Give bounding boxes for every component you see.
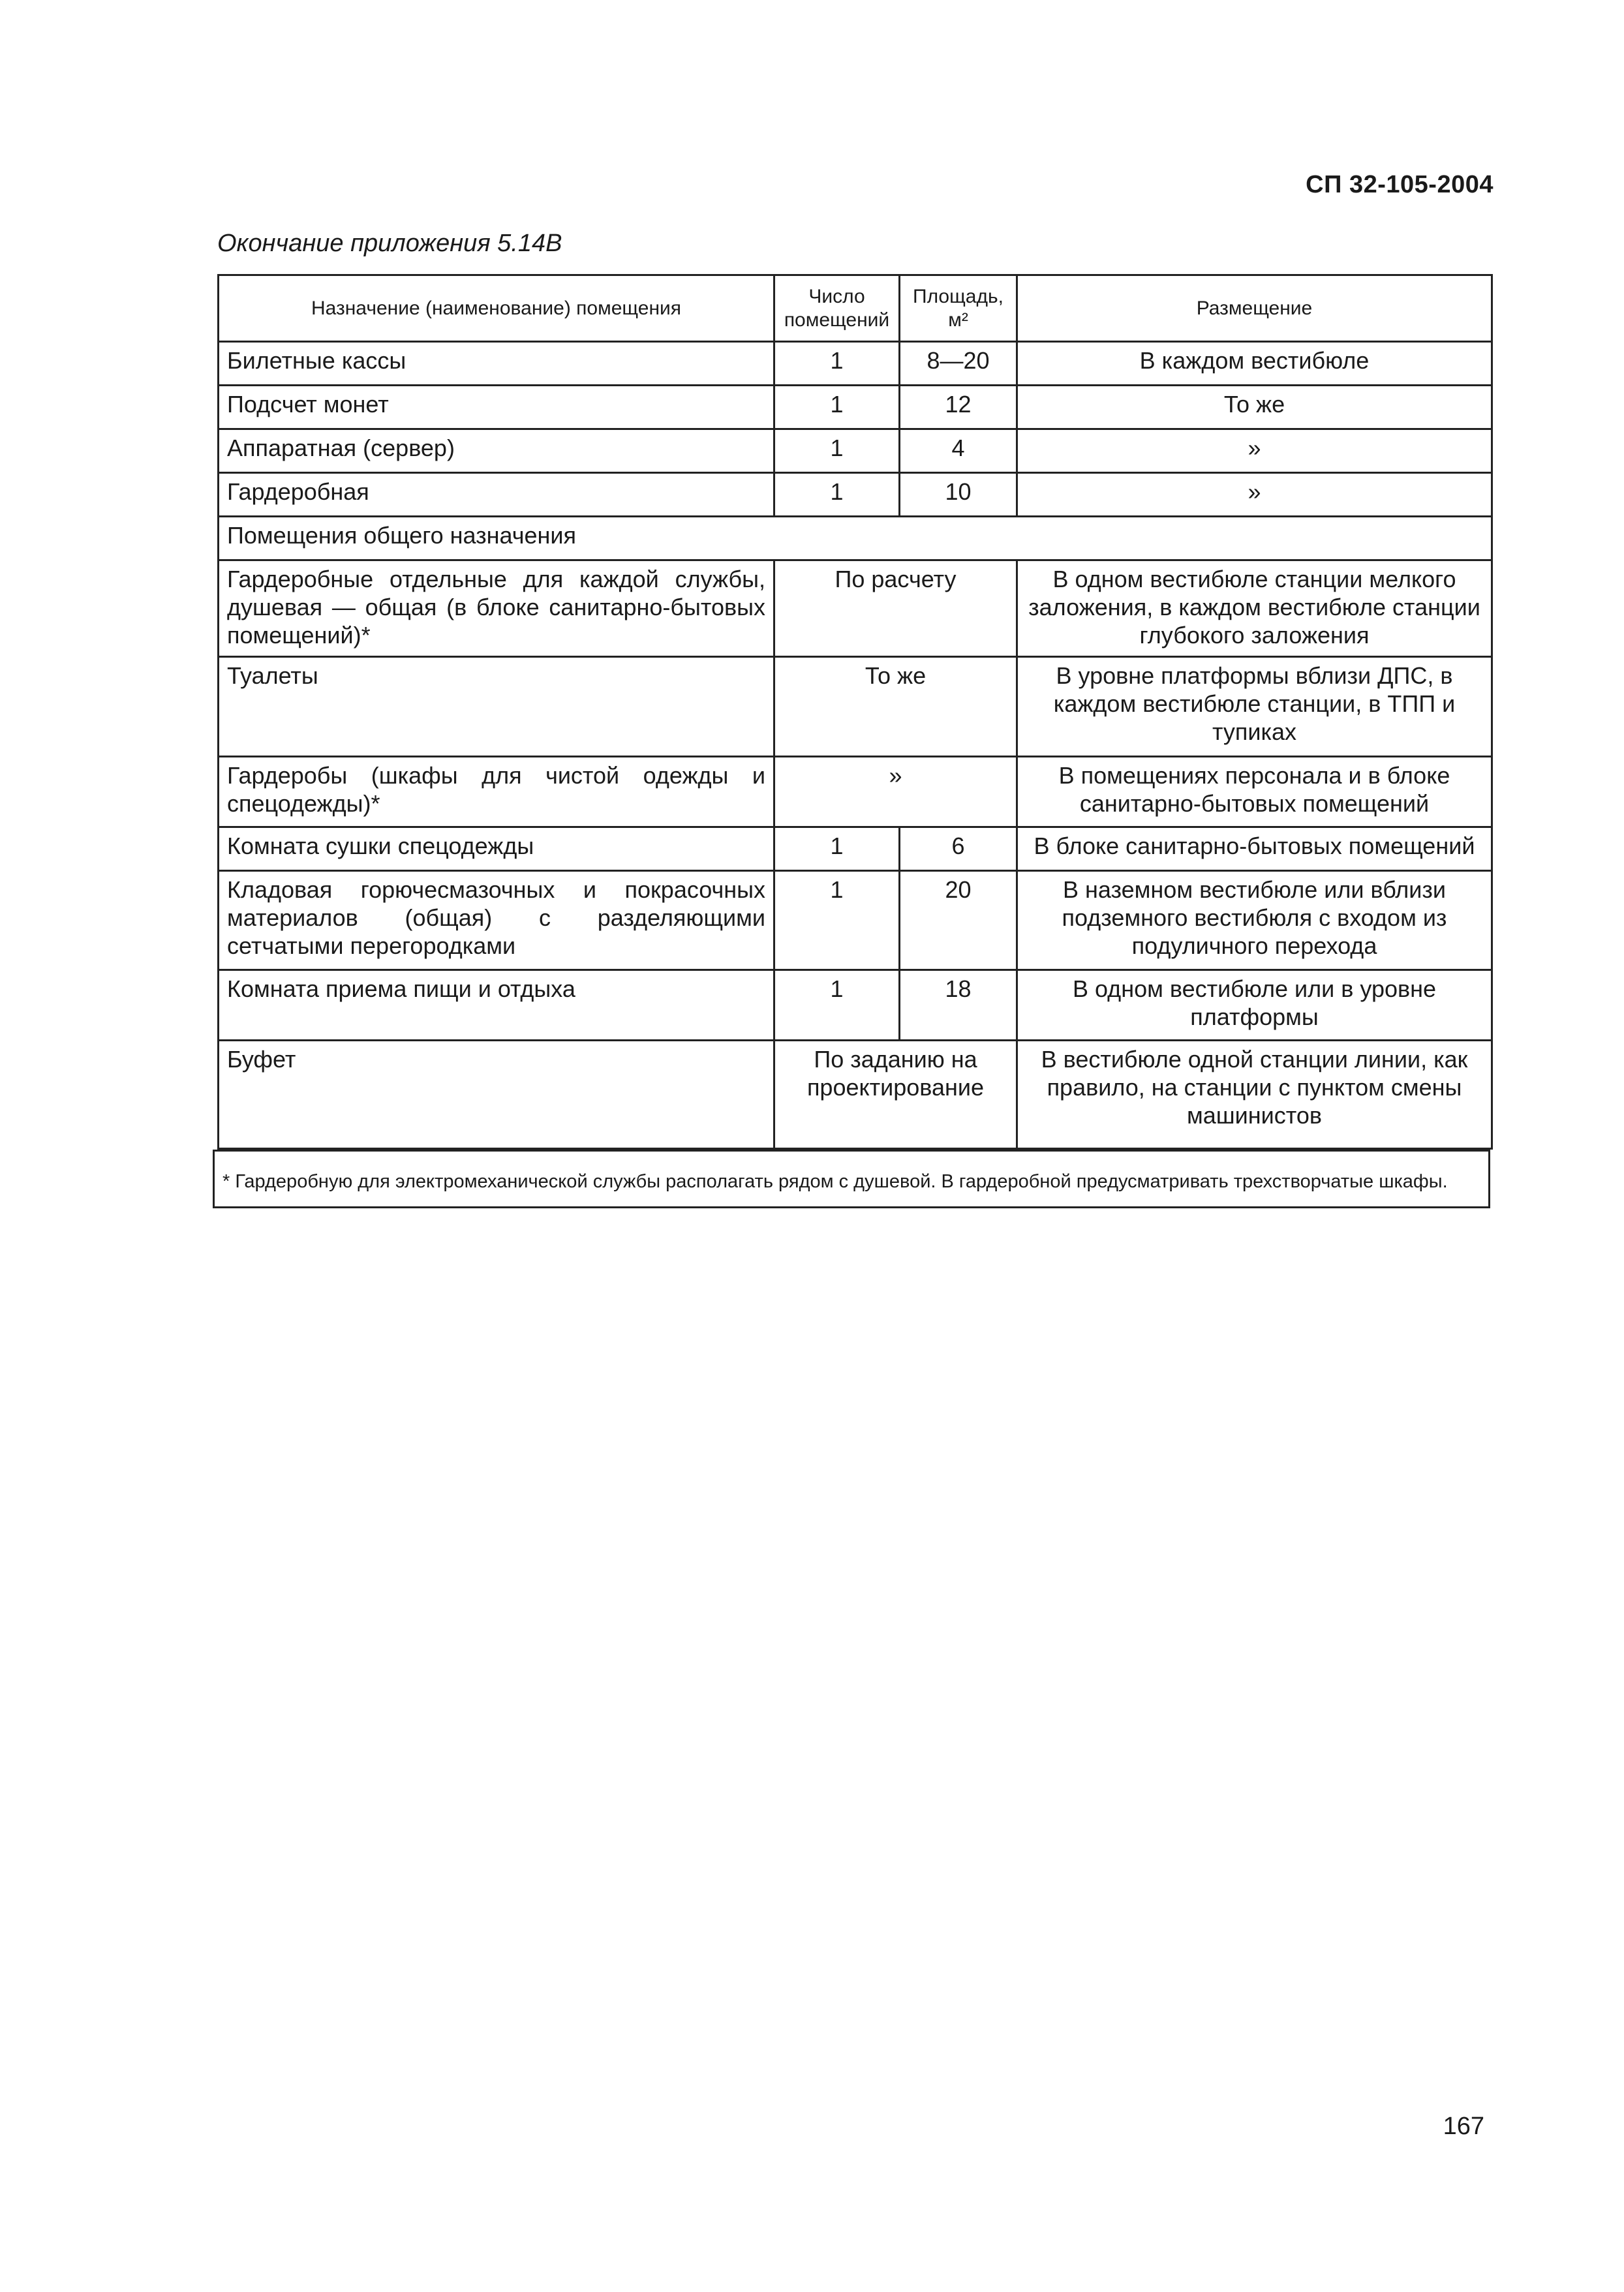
table-row — [219, 757, 1492, 827]
header-area: Площадь, м² — [900, 275, 1017, 342]
section-title: Помещения общего назначения — [219, 517, 1492, 560]
row-name: Буфет — [219, 1041, 774, 1149]
row-count: 1 — [774, 342, 900, 386]
row-count-area-merged: » — [774, 757, 1017, 827]
row-area: 4 — [900, 429, 1017, 473]
row-name: Билетные кассы — [219, 342, 774, 386]
table-caption: Окончание приложения 5.14В — [217, 230, 562, 257]
table-row — [219, 560, 1492, 657]
row-count: 1 — [774, 386, 900, 429]
row-placement: В вестибюле одной станции линии, как правило, на станции с пунктом смены машинистов — [1017, 1041, 1492, 1149]
row-name: Аппаратная (сервер) — [219, 429, 774, 473]
table-row — [219, 386, 1492, 429]
row-placement: В одном вестибюле станции мелкого заложения, в каждом вестибюле станции глубокого заложения — [1017, 560, 1492, 657]
row-name: Комната сушки спецодежды — [219, 827, 774, 871]
table-row — [219, 970, 1492, 1041]
row-name: Туалеты — [219, 657, 774, 757]
row-area: 6 — [900, 827, 1017, 871]
table-row — [219, 1041, 1492, 1149]
table-footnote: * Гардеробную для электромеханической службы располагать рядом с душевой. В гардеробной предусматривать трехстворчатые шкафы. — [213, 1150, 1490, 1208]
table-row — [219, 827, 1492, 871]
table-row — [219, 871, 1492, 970]
row-placement: В блоке санитарно-бытовых помещений — [1017, 827, 1492, 871]
header-count: Число помещений — [774, 275, 900, 342]
table-row — [219, 473, 1492, 517]
row-placement: В одном вестибюле или в уровне платформы — [1017, 970, 1492, 1041]
row-placement: » — [1017, 429, 1492, 473]
row-name: Гардеробы (шкафы для чистой одежды и спецодежды)* — [219, 757, 774, 827]
row-name: Гардеробные отдельные для каждой службы, душевая — общая (в блоке санитарно-бытовых помещений)* — [219, 560, 774, 657]
row-name: Комната приема пищи и отдыха — [219, 970, 774, 1041]
row-count: 1 — [774, 827, 900, 871]
row-placement: В помещениях персонала и в блоке санитарно-бытовых помещений — [1017, 757, 1492, 827]
row-count: 1 — [774, 429, 900, 473]
row-area: 20 — [900, 871, 1017, 970]
row-placement: В уровне платформы вблизи ДПС, в каждом вестибюле станции, в ТПП и тупиках — [1017, 657, 1492, 757]
header-name: Назначение (наименование) помещения — [219, 275, 774, 342]
document-code: СП 32-105-2004 — [1306, 171, 1494, 198]
row-area: 18 — [900, 970, 1017, 1041]
row-placement: То же — [1017, 386, 1492, 429]
row-area: 8—20 — [900, 342, 1017, 386]
row-count: 1 — [774, 473, 900, 517]
row-placement: В каждом вестибюле — [1017, 342, 1492, 386]
row-area: 12 — [900, 386, 1017, 429]
table-row — [219, 342, 1492, 386]
row-count-area-merged: По заданию на проектирование — [774, 1041, 1017, 1149]
row-count-area-merged: То же — [774, 657, 1017, 757]
row-count: 1 — [774, 871, 900, 970]
table-header-row — [219, 275, 1492, 342]
rooms-table — [217, 274, 1493, 1150]
header-placement: Размещение — [1017, 275, 1492, 342]
row-placement: » — [1017, 473, 1492, 517]
page-number: 167 — [1443, 2113, 1484, 2140]
table-row — [219, 429, 1492, 473]
row-area: 10 — [900, 473, 1017, 517]
row-count: 1 — [774, 970, 900, 1041]
row-name: Кладовая горючесмазочных и покрасочных материалов (общая) с разделяющими сетчатыми перегородками — [219, 871, 774, 970]
row-name: Гардеробная — [219, 473, 774, 517]
row-placement: В наземном вестибюле или вблизи подземного вестибюля с входом из подуличного перехода — [1017, 871, 1492, 970]
table-section-row — [219, 517, 1492, 560]
row-count-area-merged: По расчету — [774, 560, 1017, 657]
row-name: Подсчет монет — [219, 386, 774, 429]
table-row — [219, 657, 1492, 757]
